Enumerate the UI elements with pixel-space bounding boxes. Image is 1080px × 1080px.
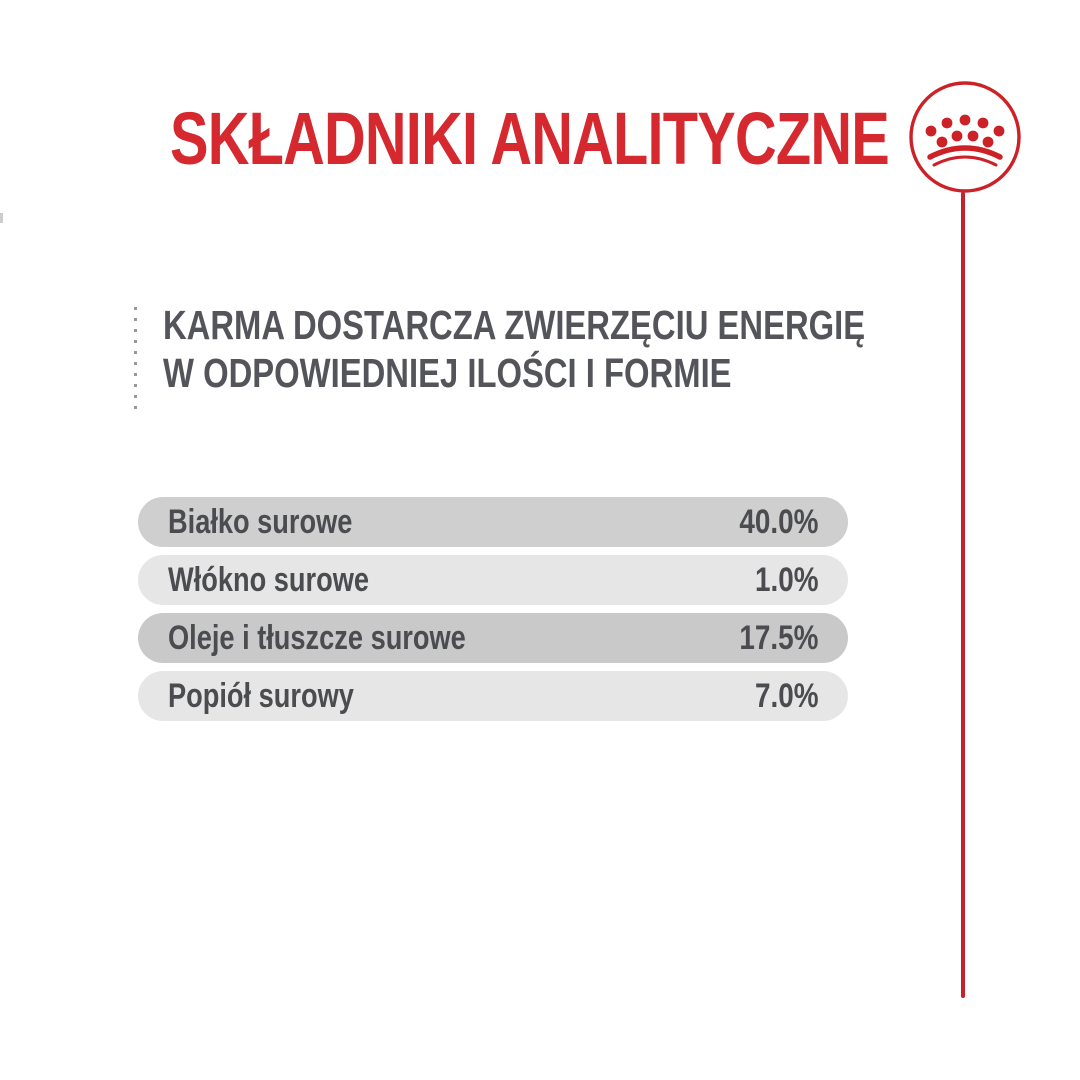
left-edge-mark: [0, 213, 3, 223]
subtitle-line-1: KARMA DOSTARCZA ZWIERZĘCIU ENERGIĘ: [163, 302, 866, 348]
table-row: [138, 671, 848, 721]
royal-canin-crown-icon: [905, 78, 1025, 198]
ingredient-value: 40.0%: [738, 502, 818, 541]
ingredient-value: 17.5%: [738, 618, 818, 657]
ingredient-label: Oleje i tłuszcze surowe: [168, 618, 466, 657]
analytical-components-table: [138, 497, 848, 729]
ingredient-label: Popiół surowy: [168, 676, 354, 715]
table-row: [138, 613, 848, 663]
ingredient-value: 7.0%: [754, 676, 818, 715]
dotted-accent-line: [134, 307, 137, 410]
subtitle-line-2: W ODPOWIEDNIEJ ILOŚCI I FORMIE: [163, 350, 732, 396]
table-row: [138, 555, 848, 605]
vertical-accent-line: [961, 192, 965, 998]
ingredient-value: 1.0%: [754, 560, 818, 599]
subtitle: [163, 301, 865, 397]
page-title: SKŁADNIKI ANALITYCZNE: [170, 97, 889, 180]
ingredient-label: Białko surowe: [168, 502, 353, 541]
table-row: [138, 497, 848, 547]
ingredient-label: Włókno surowe: [168, 560, 369, 599]
